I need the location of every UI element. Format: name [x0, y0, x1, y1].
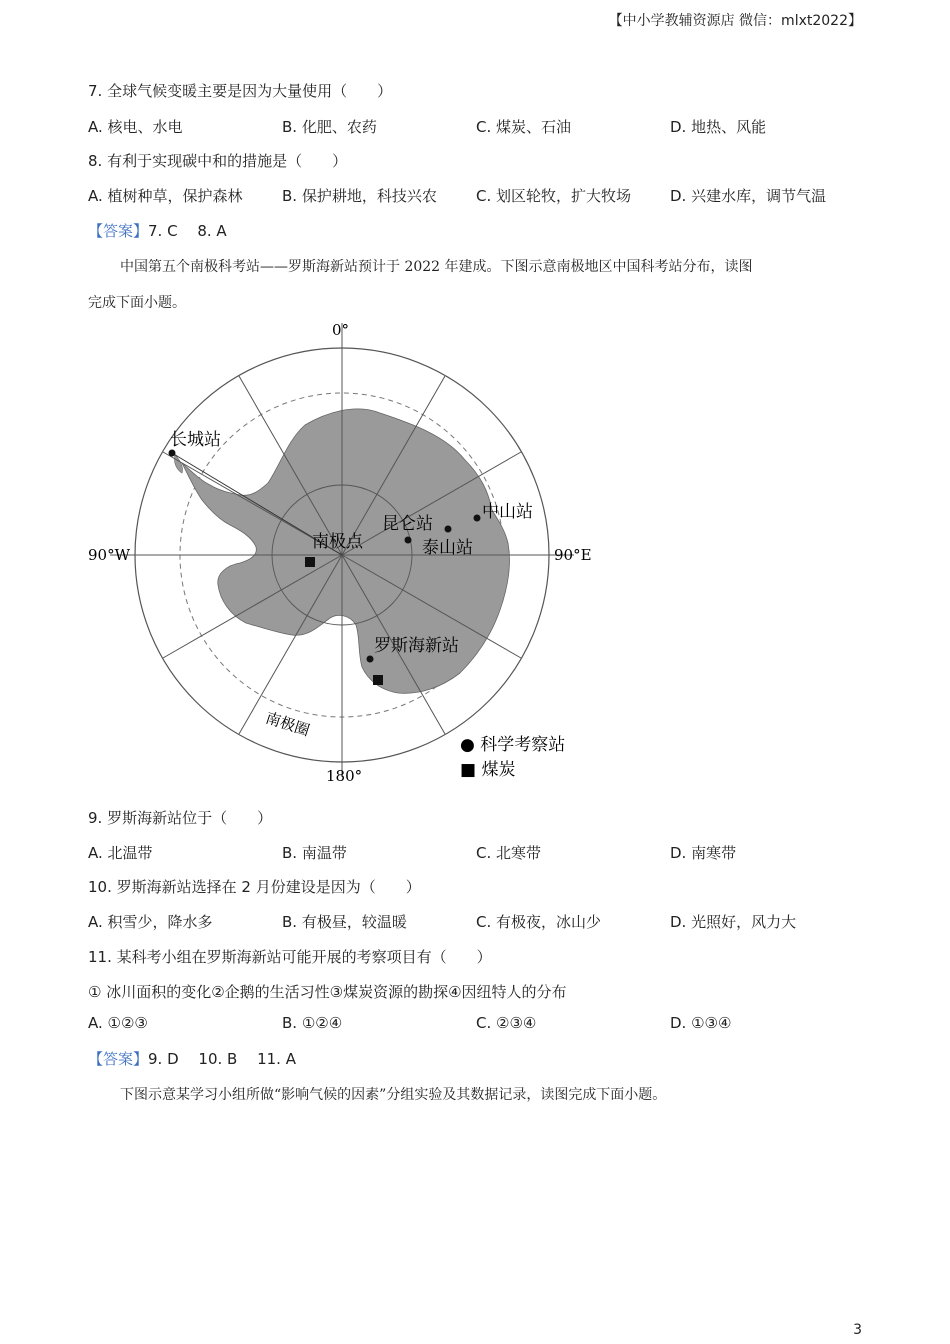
question-9-option-c: C. 北寒带: [476, 844, 542, 862]
zhongshan-station-marker: [474, 515, 481, 522]
south-pole-label: 南极点: [312, 532, 363, 552]
answer-block-1: [88, 220, 227, 241]
question-8-option-c: C. 划区轮牧，扩大牧场: [476, 187, 632, 205]
rosssea-station-marker: [367, 656, 374, 663]
question-9-option-d: D. 南寒带: [670, 844, 737, 862]
question-7-option-c: C. 煤炭、石油: [476, 118, 572, 136]
answer-text: 9. D 10. B 11. A: [148, 1050, 296, 1068]
taishan-station-label: 泰山站: [422, 538, 473, 558]
question-8-option-a: A. 植树种草，保护森林: [88, 187, 243, 205]
question-7-option-a: A. 核电、水电: [88, 118, 183, 136]
question-7-option-d: D. 地热、风能: [670, 118, 767, 136]
intro-paragraph-line2: 完成下面小题。: [88, 295, 186, 311]
lon-label-bottom: 180°: [326, 767, 363, 785]
question-10-option-b: B. 有极昼，较温暖: [282, 913, 407, 931]
question-10-option-d: D. 光照好，风力大: [670, 913, 797, 931]
question-9-stem: 9. 罗斯海新站位于（ ）: [88, 809, 273, 827]
question-11-stem: 11. 某科考小组在罗斯海新站可能开展的考察项目有（ ）: [88, 948, 492, 966]
question-11-items: ① 冰川面积的变化②企鹅的生活习性③煤炭资源的勘探④因纽特人的分布: [88, 983, 567, 1001]
kunlun-station-label: 昆仑站: [382, 514, 433, 534]
legend-coal: ■ 煤炭: [460, 760, 516, 780]
question-10-option-a: A. 积雪少，降水多: [88, 913, 213, 931]
changcheng-station-marker: [169, 450, 176, 457]
lon-label-top: 0°: [332, 321, 350, 339]
coal-marker-1: [305, 557, 315, 567]
question-11-option-c: C. ②③④: [476, 1014, 537, 1032]
zhongshan-station-label: 中山站: [482, 502, 533, 522]
question-10-stem: 10. 罗斯海新站选择在 2 月份建设是因为（ ）: [88, 878, 421, 896]
answer-block-2: [88, 1048, 296, 1069]
question-8-option-d: D. 兴建水库，调节气温: [670, 187, 827, 205]
answer-text: 7. C 8. A: [148, 222, 227, 240]
question-11-option-a: A. ①②③: [88, 1014, 148, 1032]
question-9-option-b: B. 南温带: [282, 844, 347, 862]
lon-label-left: 90°W: [88, 546, 131, 564]
taishan-station-marker: [445, 526, 452, 533]
question-9-option-a: A. 北温带: [88, 844, 153, 862]
page-header: 【中小学教辅资源店 微信：mlxt2022】: [608, 13, 862, 29]
page-number: 3: [853, 1322, 862, 1338]
question-7-stem: 7. 全球气候变暖主要是因为大量使用（ ）: [88, 82, 393, 100]
question-11-option-b: B. ①②④: [282, 1014, 343, 1032]
kunlun-station-marker: [405, 537, 412, 544]
answer-tag: 【答案】: [88, 222, 149, 240]
question-8-stem: 8. 有利于实现碳中和的措施是（ ）: [88, 152, 348, 170]
question-10-option-c: C. 有极夜，冰山少: [476, 913, 602, 931]
intro-paragraph-line1: 中国第五个南极科考站——罗斯海新站预计于 2022 年建成。下图示意南极地区中国科考站分布，读图: [120, 259, 753, 275]
rosssea-station-label: 罗斯海新站: [374, 636, 459, 656]
answer-tag: 【答案】: [88, 1050, 149, 1068]
legend-station: ● 科学考察站: [460, 735, 566, 755]
antarctica-map: [80, 315, 620, 790]
coal-marker-2: [373, 675, 383, 685]
antarctic-circle-label: 南极圈: [263, 708, 312, 740]
changcheng-station-label: 长城站: [170, 430, 221, 450]
question-11-option-d: D. ①③④: [670, 1014, 732, 1032]
lon-label-right: 90°E: [554, 546, 592, 564]
question-7-option-b: B. 化肥、农药: [282, 118, 377, 136]
question-8-option-b: B. 保护耕地，科技兴农: [282, 187, 437, 205]
intro-paragraph-2: 下图示意某学习小组所做“影响气候的因素”分组实验及其数据记录，读图完成下面小题。: [120, 1087, 667, 1103]
